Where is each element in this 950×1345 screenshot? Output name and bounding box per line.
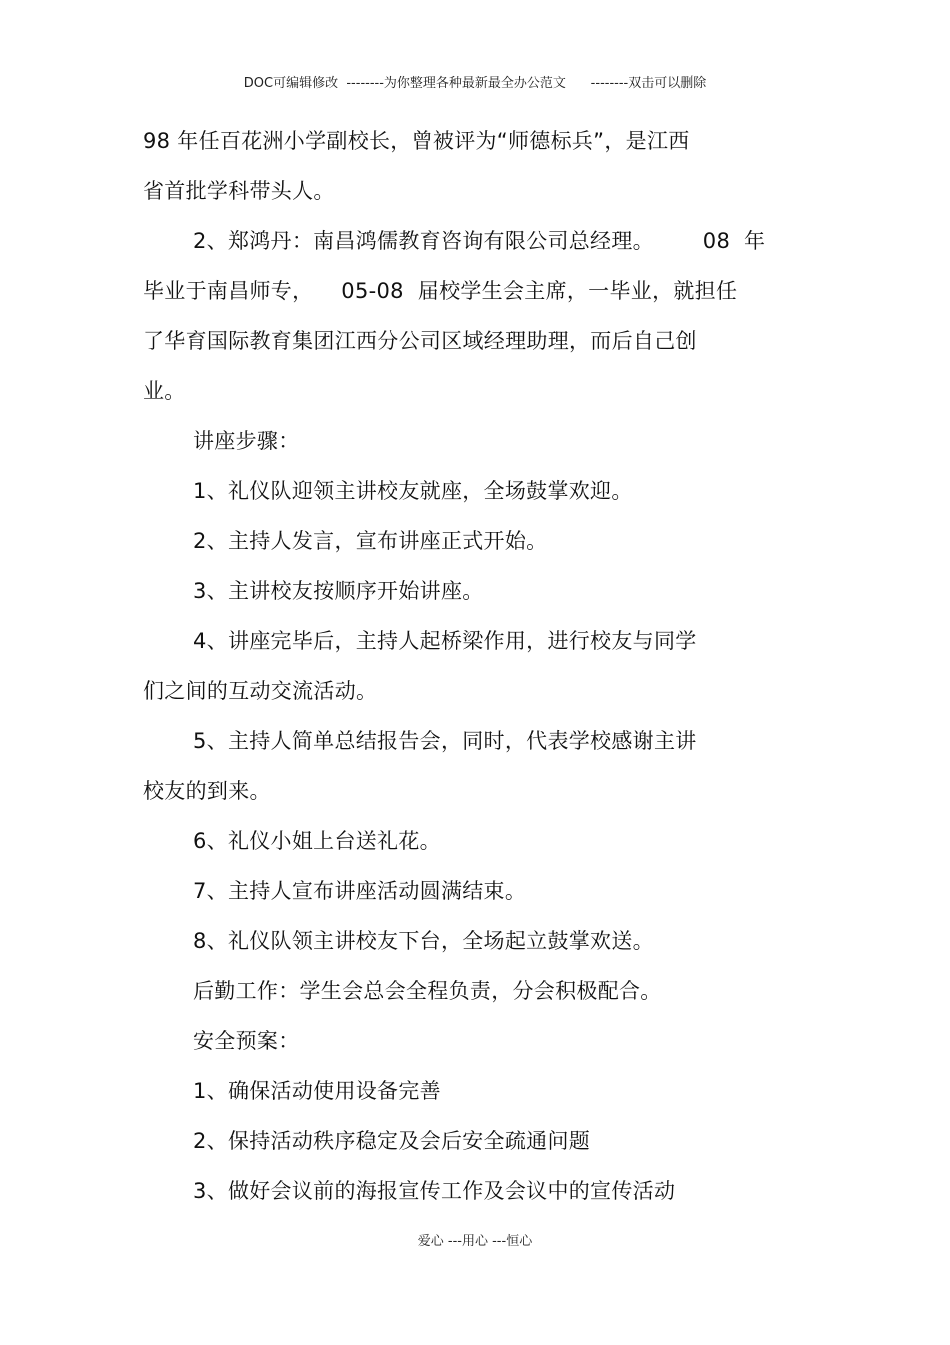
list-item: 3、主讲校友按顺序开始讲座。 [193, 579, 484, 603]
list-item: 1、礼仪队迎领主讲校友就座，全场鼓掌欢迎。 [193, 479, 633, 503]
body-line: 毕业于南昌师专， 05-08 届校学生会主席，一毕业，就担任 [143, 279, 738, 303]
list-item: 2、保持活动秩序稳定及会后安全疏通问题 [193, 1129, 591, 1153]
page-header: DOC可编辑修改 --------为你整理各种最新最全办公范文 --------双击可以删除 [243, 76, 707, 91]
list-item: 3、做好会议前的海报宣传工作及会议中的宣传活动 [193, 1179, 676, 1203]
list-item-continuation: 校友的到来。 [143, 779, 271, 803]
list-item-continuation: 们之间的互动交流活动。 [143, 679, 378, 703]
body-line: 业。 [143, 379, 186, 403]
body-line: 2、郑鸿丹：南昌鸿儒教育咨询有限公司总经理。 08 年 [193, 229, 766, 253]
body-line: 了华育国际教育集团江西分公司区域经理助理，而后自己创 [143, 329, 697, 353]
page-footer: 爱心 ---用心 ---恒心 [417, 1234, 533, 1249]
body-line: 98 年任百花洲小学副校长，曾被评为“师德标兵”，是江西 [143, 129, 690, 153]
section-heading: 讲座步骤： [193, 429, 300, 453]
list-item: 1、确保活动使用设备完善 [193, 1079, 441, 1103]
body-line: 省首批学科带头人。 [143, 179, 335, 203]
list-item: 8、礼仪队领主讲校友下台，全场起立鼓掌欢送。 [193, 929, 654, 953]
list-item: 2、主持人发言，宣布讲座正式开始。 [193, 529, 548, 553]
list-item: 4、讲座完毕后，主持人起桥梁作用，进行校友与同学 [193, 629, 697, 653]
list-item: 5、主持人简单总结报告会，同时，代表学校感谢主讲 [193, 729, 697, 753]
section-heading: 安全预案： [193, 1029, 300, 1053]
list-item: 7、主持人宣布讲座活动圆满结束。 [193, 879, 527, 903]
section-heading: 后勤工作：学生会总会全程负责，分会积极配合。 [193, 979, 662, 1003]
list-item: 6、礼仪小姐上台送礼花。 [193, 829, 441, 853]
